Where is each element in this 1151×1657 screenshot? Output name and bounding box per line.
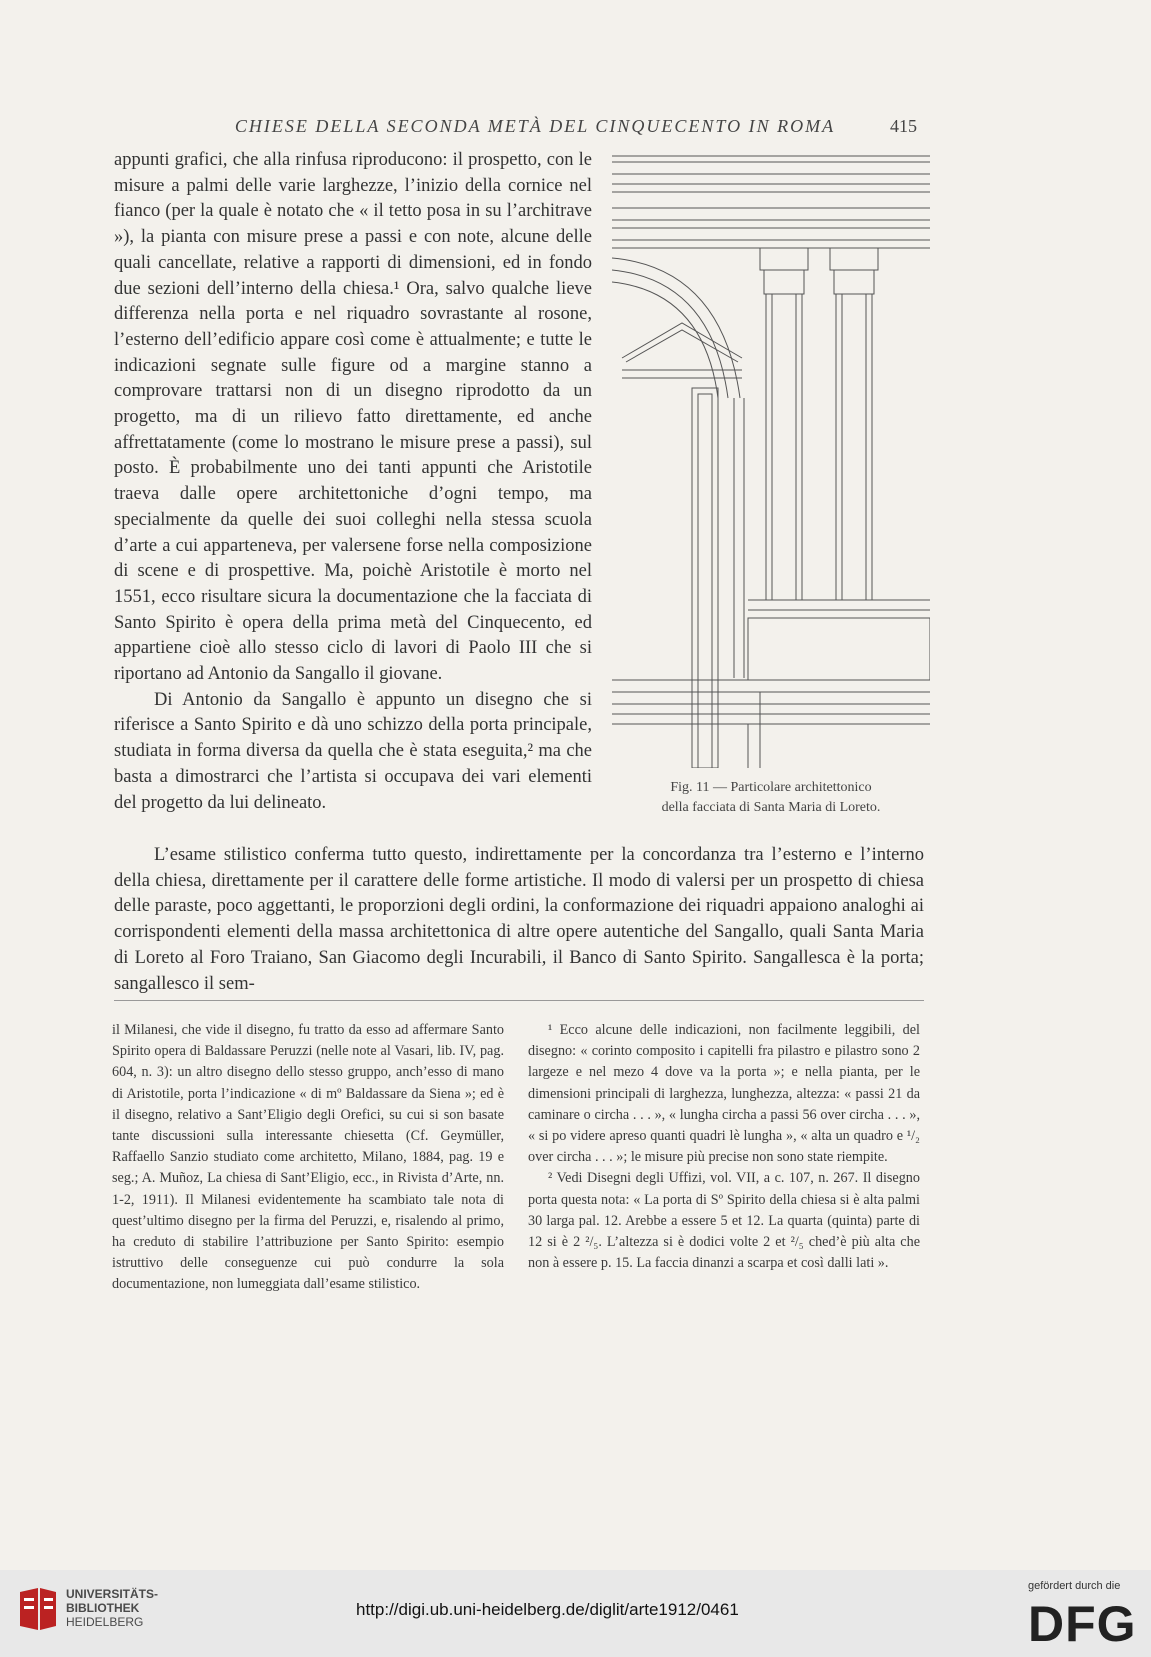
permalink-url[interactable]: http://digi.ub.uni-heidelberg.de/diglit/arte1912/0461 — [356, 1600, 739, 1619]
body-paragraph-1: appunti grafici, che alla rinfusa riproducono: il prospetto, con le misure a palmi delle varie larghezze, l’inizio della cornice nel fianco (per la quale è notato che « il tetto posa in su l’architrave »), la pianta con misure prese a passi e con note, alcune delle quali cancellate, relative a rapporti di dimensioni, ed in fondo due sezioni dell’interno della chiesa.¹ Ora, salvo qualche lieve differenza nella porta e nel riquadro sovrastante al rosone, l’esterno dell’edificio appare così come è attualmente; e tutte le indicazioni segnate sulle figure od a margine stanno a comprovare trattarsi non di un disegno riprodotto da un progetto, ma di un rilievo fatto direttamente, ed anche affrettatamente (come lo mostrano le misure prese a passi), sul posto. È probabilmente uno dei tanti appunti che Aristotile traeva dalle opere architettoniche d’ogni tempo, ma specialmente da quelle dei suoi colleghi nella stessa scuola d’arte a cui apparteneva, per valersene forse nella composizione di scene e di prospettive. Ma, poichè Aristotile è morto nel 1551, ecco risultare sicura la documentazione che la facciata di Santo Spirito è opera della prima metà del Cinquecento, ed appartiene cioè allo stesso ciclo di lavori di Paolo III che si riportano ad Antonio da Sangallo il giovane. — [114, 150, 592, 685]
library-name-line-3: HEIDELBERG — [66, 1615, 144, 1629]
facade-drawing — [612, 148, 930, 768]
body-paragraph-2: Di Antonio da Sangallo è appunto un disegno che si riferisce a Santo Spirito e dà uno schizzo della porta principale, studiata in forma diversa da quella che è stata eseguita,² ma che basta a dimostrarci che l’artista si occupava dei vari elementi del progetto da lui delineato. — [114, 689, 592, 813]
footnotes-right-column — [528, 1020, 920, 1274]
caption-line-2: della facciata di Santa Maria di Loreto. — [661, 800, 881, 815]
main-text-column — [114, 148, 592, 816]
footnote-2: ² Vedi Disegni degli Uffizi, vol. VII, a c. 107, n. 267. Il disegno porta questa nota: « La porta di Sº Spirito della chiesa si è alta palmi 30 larga pal. 12. Arebbe a essere 5 et 12. La quarta (quinta) parte di 12 si è 2 ²/₅. L’altezza si è dodici volte 2 et ²/₅ ched’è più alta che non à essere p. 15. La faccia dinanzi a scarpa et così dalli lati ». — [528, 1170, 920, 1272]
footnote-1: ¹ Ecco alcune delle indicazioni, non facilmente leggibili, del disegno: « corinto composito i capitelli fra pilastro e pilastro sono 2 largeze e nel mezo 4 dove va la porta »; e nella pianta, per le dimensioni principali di larghezza, lunghezza, altezza: « passi 21 da caminare o circha . . . », « lungha circha a passi 56 over circha . . . », « si po videre apreso quanti quadri lè lungha », « alta un quadro e ¹/₂ over circha . . . »; le misure più precise non sono state riempite. — [528, 1022, 920, 1166]
figure-caption — [612, 778, 930, 818]
university-library-logo-icon — [16, 1586, 60, 1634]
funded-by-label: gefördert durch die — [1028, 1580, 1121, 1592]
full-width-paragraph: L’esame stilistico conferma tutto questo, indirettamente per la concordanza tra l’esterno e l’interno della chiesa, direttamente per il carattere delle forme artistiche. Il modo di valersi per un prospetto di chiesa delle paraste, poco aggettanti, le proporzioni degli ordini, la conformazione dei riquadri appaiono analoghi ai corrispondenti elementi della massa architettonica di altre opere autentiche del Sangallo, quali Santa Maria di Loreto al Foro Traiano, San Giacomo degli Incurabili, il Banco di Santo Spirito. Sangallesca è la porta; sangallesco il sem- — [114, 845, 924, 994]
architectural-figure — [612, 148, 930, 768]
running-title: CHIESE DELLA SECONDA METÀ DEL CINQUECENTO IN ROMA — [234, 116, 836, 136]
library-name-line-2: BIBLIOTHEK — [66, 1601, 140, 1615]
page-number: 415 — [890, 116, 917, 136]
library-name-line-1: UNIVERSITÄTS- — [66, 1587, 159, 1601]
footnote-divider — [114, 1000, 924, 1001]
footnotes-left-column — [112, 1020, 504, 1296]
dfg-logo: DFG — [1028, 1596, 1137, 1652]
footnote-continuation: il Milanesi, che vide il disegno, fu tratto da esso ad affermare Santo Spirito opera di Baldassare Peruzzi (nelle note al Vasari, lib. IV, pag. 604, n. 3): un altro disegno dello stesso gruppo, anch’esso di mano di Aristotile, porta l’indicazione « di mº Baldassare da Siena »; ed è il disegno, relativo a Sant’Eligio degli Orefici, su cui si son basate tante discussioni sulla interessante chiesetta (Cf. Geymüller, Raffaello Sanzio studiato come architetto, Milano, 1884, pag. 19 e seg.; A. Muñoz, La chiesa di Sant’Eligio, ecc., in Rivista d’Arte, nn. 1-2, 1911). Il Milanesi evidentemente ha scambiato tale nota di quest’ultimo disegno per la firma del Peruzzi, e, risalendo al primo, ha creduto di stabilire l’attribuzione per Santo Spirito: esempio istruttivo delle conseguenze cui può condurre la sola documentazione, non lumeggiata dall’esame stilistico. — [112, 1022, 504, 1293]
caption-line-1: Fig. 11 — Particolare architettonico — [670, 780, 872, 795]
library-name — [66, 1587, 158, 1629]
